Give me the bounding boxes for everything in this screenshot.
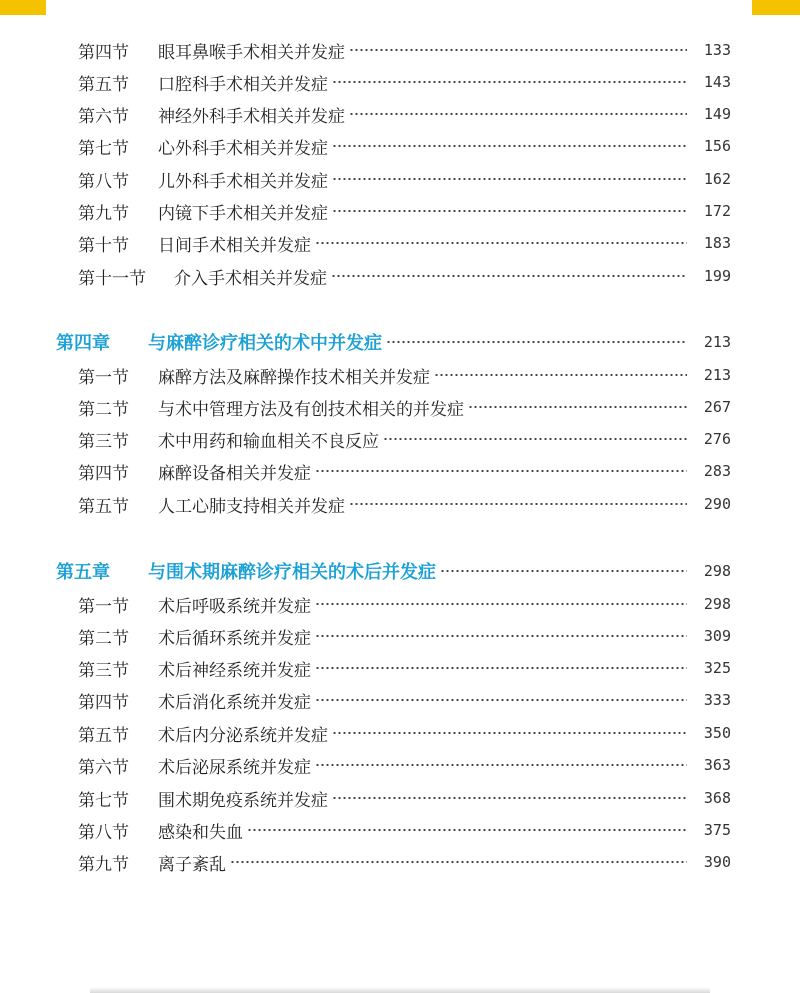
dot-leader (315, 242, 687, 244)
dot-leader (434, 374, 687, 376)
page-number: 156 (703, 137, 731, 155)
section-title: 介入手术相关并发症 (174, 268, 327, 289)
toc-entry (78, 134, 731, 158)
section-number: 第五节 (78, 74, 129, 95)
page-number: 267 (703, 398, 731, 416)
page-number: 309 (703, 627, 731, 645)
page-number: 199 (703, 267, 731, 285)
section-title: 感染和失血 (158, 822, 243, 843)
toc-entry (78, 592, 731, 616)
section-title: 术后循环系统并发症 (158, 628, 311, 649)
toc-entry (78, 427, 731, 451)
page-number: 350 (703, 724, 731, 742)
section-title: 术后神经系统并发症 (158, 660, 311, 681)
toc-entry (78, 459, 731, 483)
chapter-title: 与麻醉诊疗相关的术中并发症 (148, 333, 382, 354)
page-number: 213 (703, 366, 731, 384)
dot-leader (468, 406, 687, 408)
page-number: 183 (703, 234, 731, 252)
dot-leader (315, 635, 687, 637)
dot-leader (332, 81, 687, 83)
dot-leader (332, 797, 687, 799)
dot-leader (332, 210, 687, 212)
toc-entry (78, 395, 731, 419)
section-title: 口腔科手术相关并发症 (158, 74, 328, 95)
section-title: 术中用药和输血相关不良反应 (158, 431, 379, 452)
toc-entry (78, 264, 731, 288)
toc-entry (78, 656, 731, 680)
toc-entry (78, 688, 731, 712)
section-title: 麻醉方法及麻醉操作技术相关并发症 (158, 367, 430, 388)
toc-entry (78, 624, 731, 648)
chapter-heading (56, 330, 731, 354)
dot-leader (332, 145, 687, 147)
dot-leader (440, 570, 687, 572)
page-number: 363 (703, 756, 731, 774)
section-number: 第一节 (78, 367, 129, 388)
section-number: 第五节 (78, 496, 129, 517)
dot-leader (230, 861, 687, 863)
dot-leader (315, 764, 687, 766)
dot-leader (383, 438, 687, 440)
page-number: 172 (703, 202, 731, 220)
chapter-title: 与围术期麻醉诊疗相关的术后并发症 (148, 562, 436, 583)
page-number: 162 (703, 170, 731, 188)
section-title: 围术期免疫系统并发症 (158, 790, 328, 811)
section-number: 第二节 (78, 399, 129, 420)
section-title: 神经外科手术相关并发症 (158, 106, 345, 127)
dot-leader (315, 603, 687, 605)
dot-leader (331, 275, 687, 277)
dot-leader (315, 667, 687, 669)
section-title: 术后内分泌系统并发症 (158, 725, 328, 746)
page-number: 143 (703, 73, 731, 91)
section-number: 第九节 (78, 203, 129, 224)
dot-leader (349, 49, 687, 51)
section-title: 术后呼吸系统并发症 (158, 596, 311, 617)
page-bottom-shadow (90, 987, 710, 993)
page-number: 283 (703, 462, 731, 480)
page-number: 325 (703, 659, 731, 677)
toc-entry (78, 753, 731, 777)
dot-leader (332, 732, 687, 734)
section-number: 第八节 (78, 171, 129, 192)
page-number: 213 (703, 333, 731, 351)
page-number: 390 (703, 853, 731, 871)
section-number: 第五节 (78, 725, 129, 746)
section-number: 第三节 (78, 660, 129, 681)
page-number: 276 (703, 430, 731, 448)
section-number: 第四节 (78, 463, 129, 484)
chapter-number: 第四章 (56, 333, 110, 354)
section-number: 第六节 (78, 757, 129, 778)
toc-entry (78, 492, 731, 516)
dot-leader (315, 699, 687, 701)
toc-entry (78, 102, 731, 126)
section-title: 术后泌尿系统并发症 (158, 757, 311, 778)
page-number: 368 (703, 789, 731, 807)
toc-entry (78, 721, 731, 745)
section-number: 第六节 (78, 106, 129, 127)
page-number: 298 (703, 562, 731, 580)
chapter-heading (56, 559, 731, 583)
chapter-number: 第五章 (56, 562, 110, 583)
section-title: 与术中管理方法及有创技术相关的并发症 (158, 399, 464, 420)
toc-entry (78, 818, 731, 842)
section-number: 第三节 (78, 431, 129, 452)
dot-leader (386, 341, 687, 343)
section-title: 人工心肺支持相关并发症 (158, 496, 345, 517)
page-number: 290 (703, 495, 731, 513)
toc-entry (78, 786, 731, 810)
toc-entry (78, 199, 731, 223)
section-number: 第四节 (78, 692, 129, 713)
dot-leader (349, 113, 687, 115)
section-title: 麻醉设备相关并发症 (158, 463, 311, 484)
toc-entry (78, 167, 731, 191)
section-number: 第九节 (78, 854, 129, 875)
section-title: 术后消化系统并发症 (158, 692, 311, 713)
section-number: 第十节 (78, 235, 129, 256)
dot-leader (349, 503, 687, 505)
page-number: 133 (703, 41, 731, 59)
page-number: 298 (703, 595, 731, 613)
section-title: 儿外科手术相关并发症 (158, 171, 328, 192)
page-number: 375 (703, 821, 731, 839)
toc-entry (78, 70, 731, 94)
section-title: 日间手术相关并发症 (158, 235, 311, 256)
section-number: 第十一节 (78, 268, 146, 289)
section-title: 内镜下手术相关并发症 (158, 203, 328, 224)
dot-leader (247, 829, 687, 831)
toc-entry (78, 38, 731, 62)
toc-entry (78, 231, 731, 255)
section-title: 心外科手术相关并发症 (158, 138, 328, 159)
page-number: 149 (703, 105, 731, 123)
section-number: 第四节 (78, 42, 129, 63)
section-title: 离子紊乱 (158, 854, 226, 875)
section-title: 眼耳鼻喉手术相关并发症 (158, 42, 345, 63)
dot-leader (315, 470, 687, 472)
section-number: 第七节 (78, 138, 129, 159)
toc-entry (78, 363, 731, 387)
section-number: 第一节 (78, 596, 129, 617)
corner-accent-right (752, 0, 800, 15)
corner-accent-left (0, 0, 46, 15)
toc-entry (78, 850, 731, 874)
section-number: 第七节 (78, 790, 129, 811)
section-number: 第二节 (78, 628, 129, 649)
page-number: 333 (703, 691, 731, 709)
section-number: 第八节 (78, 822, 129, 843)
dot-leader (332, 178, 687, 180)
